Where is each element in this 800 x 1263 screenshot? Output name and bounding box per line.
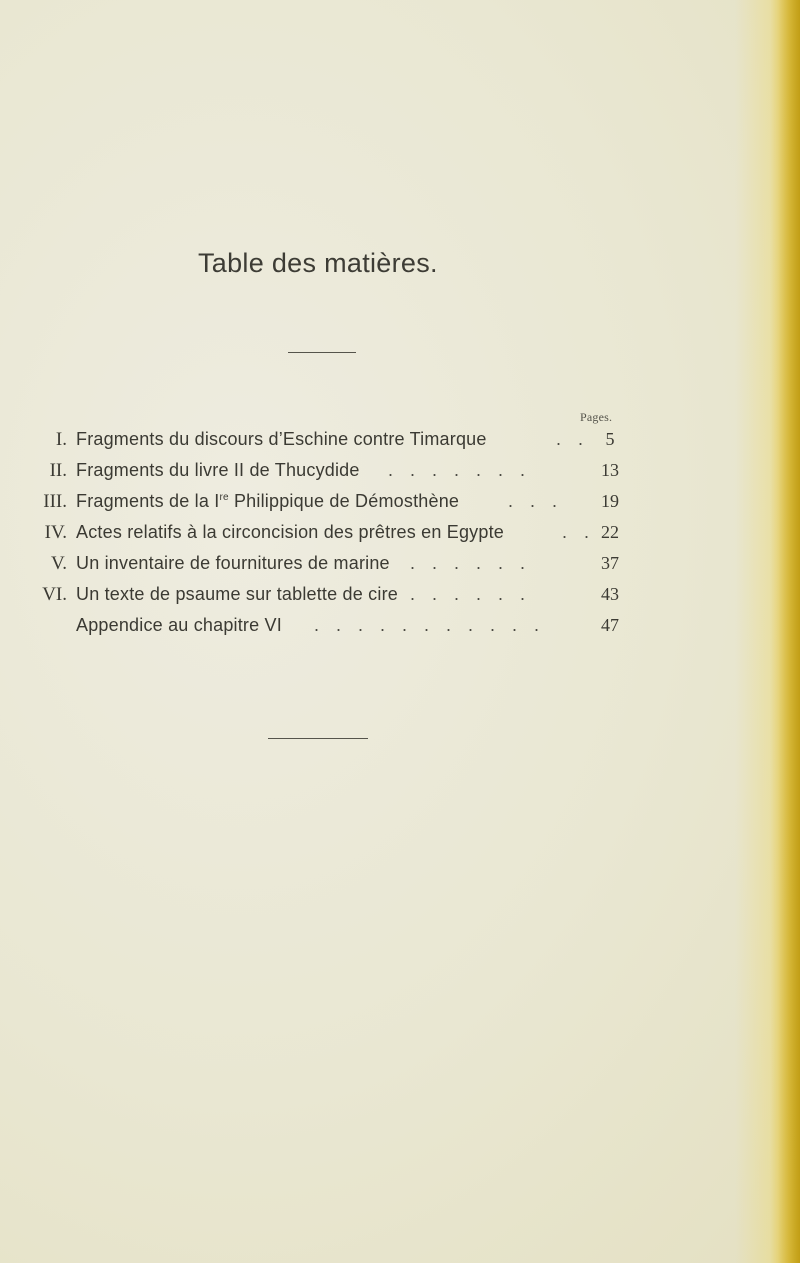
toc-title-text: Fragments du discours d’Eschine contre Timarque — [76, 429, 487, 449]
page-title: Table des matières. — [198, 248, 438, 278]
toc-entry-4 — [30, 517, 630, 548]
toc-entry-7 — [30, 610, 630, 641]
toc-title-text: Appendice au chapitre VI — [76, 615, 282, 635]
toc-page-number: 47 — [601, 615, 619, 635]
toc-title — [76, 610, 282, 641]
toc-title — [76, 486, 459, 517]
table-of-contents — [30, 424, 630, 641]
toc-numeral: III. — [43, 491, 67, 512]
toc-leader-dots: . . . . . . — [410, 553, 532, 573]
toc-leader-dots: . . . . . . . — [388, 460, 532, 480]
toc-title-text: Un inventaire de fournitures de marine — [76, 553, 390, 573]
page-edge-shadow — [778, 0, 800, 1263]
toc-entry-2 — [30, 455, 630, 486]
toc-title-text: Fragments du livre II de Thucydide — [76, 460, 360, 480]
toc-numeral: V. — [50, 553, 67, 574]
toc-leader-dots: . . . — [508, 491, 564, 511]
toc-title — [76, 455, 360, 486]
toc-entry-5 — [30, 548, 630, 579]
closing-divider — [268, 738, 368, 739]
toc-page-number: 43 — [601, 584, 619, 604]
toc-leader-dots: . . . . . . . . . . . — [314, 615, 546, 635]
toc-entry-1 — [30, 424, 630, 455]
toc-leader-dots: . . . . . . — [410, 584, 532, 604]
toc-title — [76, 517, 504, 548]
pages-column-label: Pages. — [580, 410, 613, 424]
toc-entry-3 — [30, 486, 630, 517]
toc-page-number: 22 — [601, 522, 619, 542]
toc-numeral: II. — [49, 460, 67, 481]
toc-leader-dots: . . — [556, 429, 590, 449]
toc-entry-6 — [30, 579, 630, 610]
toc-title-text: Actes relatifs à la circoncision des prêtres en Egypte — [76, 522, 504, 542]
toc-title-text: Fragments de la I — [76, 491, 220, 511]
toc-numeral: VI. — [42, 584, 67, 605]
toc-page-number: 5 — [605, 429, 615, 449]
toc-title — [76, 548, 390, 579]
toc-page-number: 13 — [601, 460, 619, 480]
toc-leader-dots: . . — [562, 522, 596, 542]
toc-page-number: 37 — [601, 553, 619, 573]
toc-numeral: I. — [55, 429, 67, 450]
title-divider — [288, 352, 356, 353]
toc-title-superscript: re — [219, 492, 229, 503]
toc-page-number: 19 — [601, 491, 619, 511]
toc-title — [76, 579, 398, 610]
toc-title-text: Un texte de psaume sur tablette de cire — [76, 584, 398, 604]
toc-title-text-continued: Philippique de Démosthène — [228, 491, 460, 511]
toc-title — [76, 424, 487, 455]
toc-numeral: IV. — [44, 522, 67, 543]
